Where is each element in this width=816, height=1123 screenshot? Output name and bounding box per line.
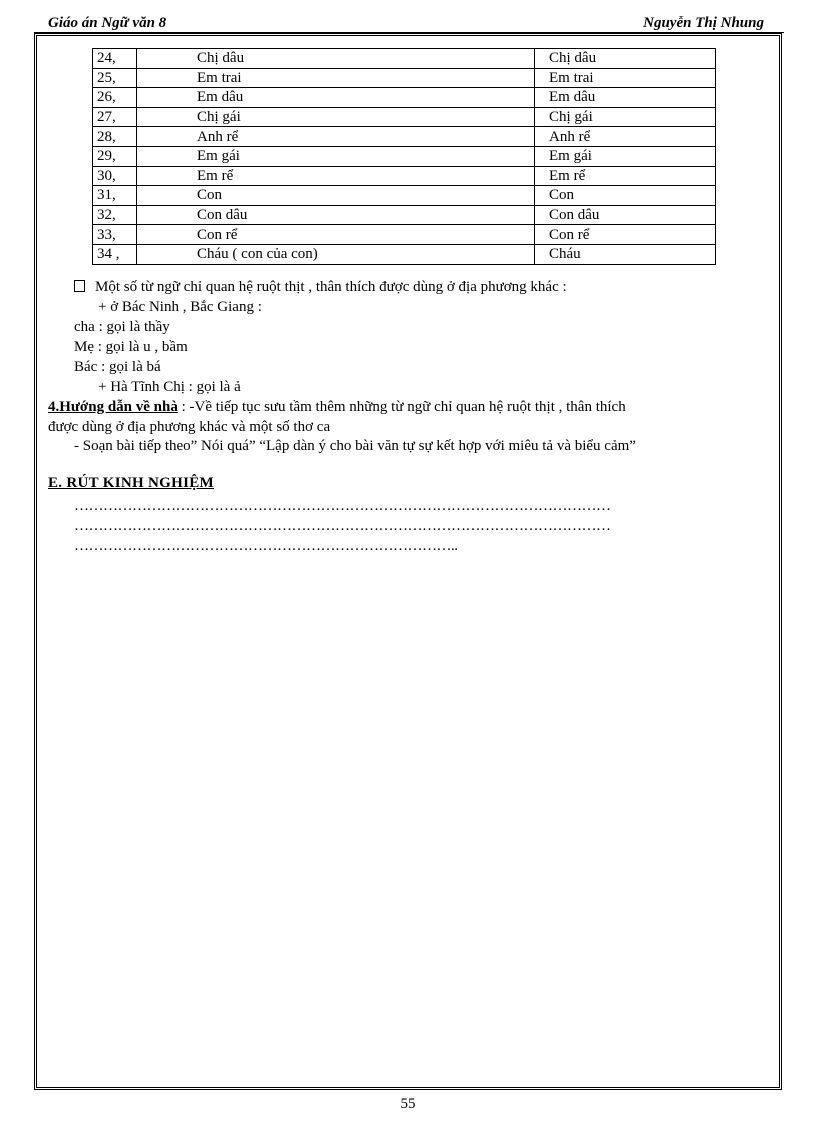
row-number: 32, <box>93 205 137 225</box>
row-number: 31, <box>93 186 137 206</box>
row-number: 25, <box>93 68 137 88</box>
local-term: Con dâu <box>137 205 535 225</box>
local-term: Em rể <box>137 166 535 186</box>
region-ha-tinh: + Hà Tĩnh Chị : gọi là ả <box>98 379 241 395</box>
standard-term: Em dâu <box>535 88 716 108</box>
local-term: Anh rể <box>137 127 535 147</box>
local-term: Con <box>137 186 535 206</box>
standard-term: Chị gái <box>535 107 716 127</box>
region-bac-ninh: + ở Bác Ninh , Bắc Giang : <box>98 299 262 315</box>
term-cha: cha : gọi là thầy <box>74 319 170 335</box>
local-term: Con rể <box>137 225 535 245</box>
local-term: Chị dâu <box>137 49 535 69</box>
term-bac: Bác : gọi là bá <box>74 359 161 375</box>
dotted-line-3: …………………………………………………………………….. <box>74 538 458 554</box>
local-term: Em dâu <box>137 88 535 108</box>
table-row <box>93 88 716 108</box>
dotted-line-1: ………………………………………………………………………………………………… <box>74 498 611 514</box>
homework-line-3: - Soạn bài tiếp theo” Nói quá” “Lập dàn ý cho bài văn tự sự kết hợp với miêu tả và biểu cảm” <box>74 438 636 454</box>
table-row <box>93 146 716 166</box>
header-subject: Giáo án Ngữ văn 8 <box>48 15 167 31</box>
kinship-table <box>92 48 716 265</box>
standard-term: Con dâu <box>535 205 716 225</box>
standard-term: Con rể <box>535 225 716 245</box>
table-row <box>93 225 716 245</box>
standard-term: Con <box>535 186 716 206</box>
local-term: Chị gái <box>137 107 535 127</box>
table-row <box>93 127 716 147</box>
local-term: Em gái <box>137 146 535 166</box>
checkbox-bullet-icon <box>74 280 85 292</box>
homework-line-2: được dùng ở địa phương khác và một số thơ ca <box>48 419 331 435</box>
standard-term: Chị dâu <box>535 49 716 69</box>
local-term: Cháu ( con của con) <box>137 244 535 264</box>
local-term: Em trai <box>137 68 535 88</box>
homework-heading: 4.Hướng dẫn về nhà <box>48 399 178 415</box>
table-row <box>93 244 716 264</box>
dotted-line-2: ………………………………………………………………………………………………… <box>74 518 611 534</box>
row-number: 27, <box>93 107 137 127</box>
standard-term: Em rể <box>535 166 716 186</box>
standard-term: Anh rể <box>535 127 716 147</box>
row-number: 30, <box>93 166 137 186</box>
row-number: 24, <box>93 49 137 69</box>
homework-text: : -Về tiếp tục sưu tầm thêm những từ ngữ chỉ quan hệ ruột thịt , thân thích <box>177 399 626 415</box>
page-number: 55 <box>400 1096 416 1112</box>
term-me: Mẹ : gọi là u , bầm <box>74 339 188 355</box>
row-number: 33, <box>93 225 137 245</box>
homework-line-1 <box>48 398 626 416</box>
row-number: 29, <box>93 146 137 166</box>
row-number: 34 , <box>93 244 137 264</box>
standard-term: Em gái <box>535 146 716 166</box>
table-row <box>93 68 716 88</box>
bullet-line <box>74 278 567 296</box>
experience-heading: E. RÚT KINH NGHIỆM <box>48 475 214 491</box>
standard-term: Cháu <box>535 244 716 264</box>
bullet-text: Một số từ ngữ chỉ quan hệ ruột thịt , thân thích được dùng ở địa phương khác : <box>95 279 567 295</box>
table-row <box>93 205 716 225</box>
row-number: 26, <box>93 88 137 108</box>
row-number: 28, <box>93 127 137 147</box>
header-author: Nguyễn Thị Nhung <box>643 15 764 31</box>
table-row <box>93 166 716 186</box>
table-row <box>93 186 716 206</box>
standard-term: Em trai <box>535 68 716 88</box>
table-row <box>93 49 716 69</box>
table-row <box>93 107 716 127</box>
